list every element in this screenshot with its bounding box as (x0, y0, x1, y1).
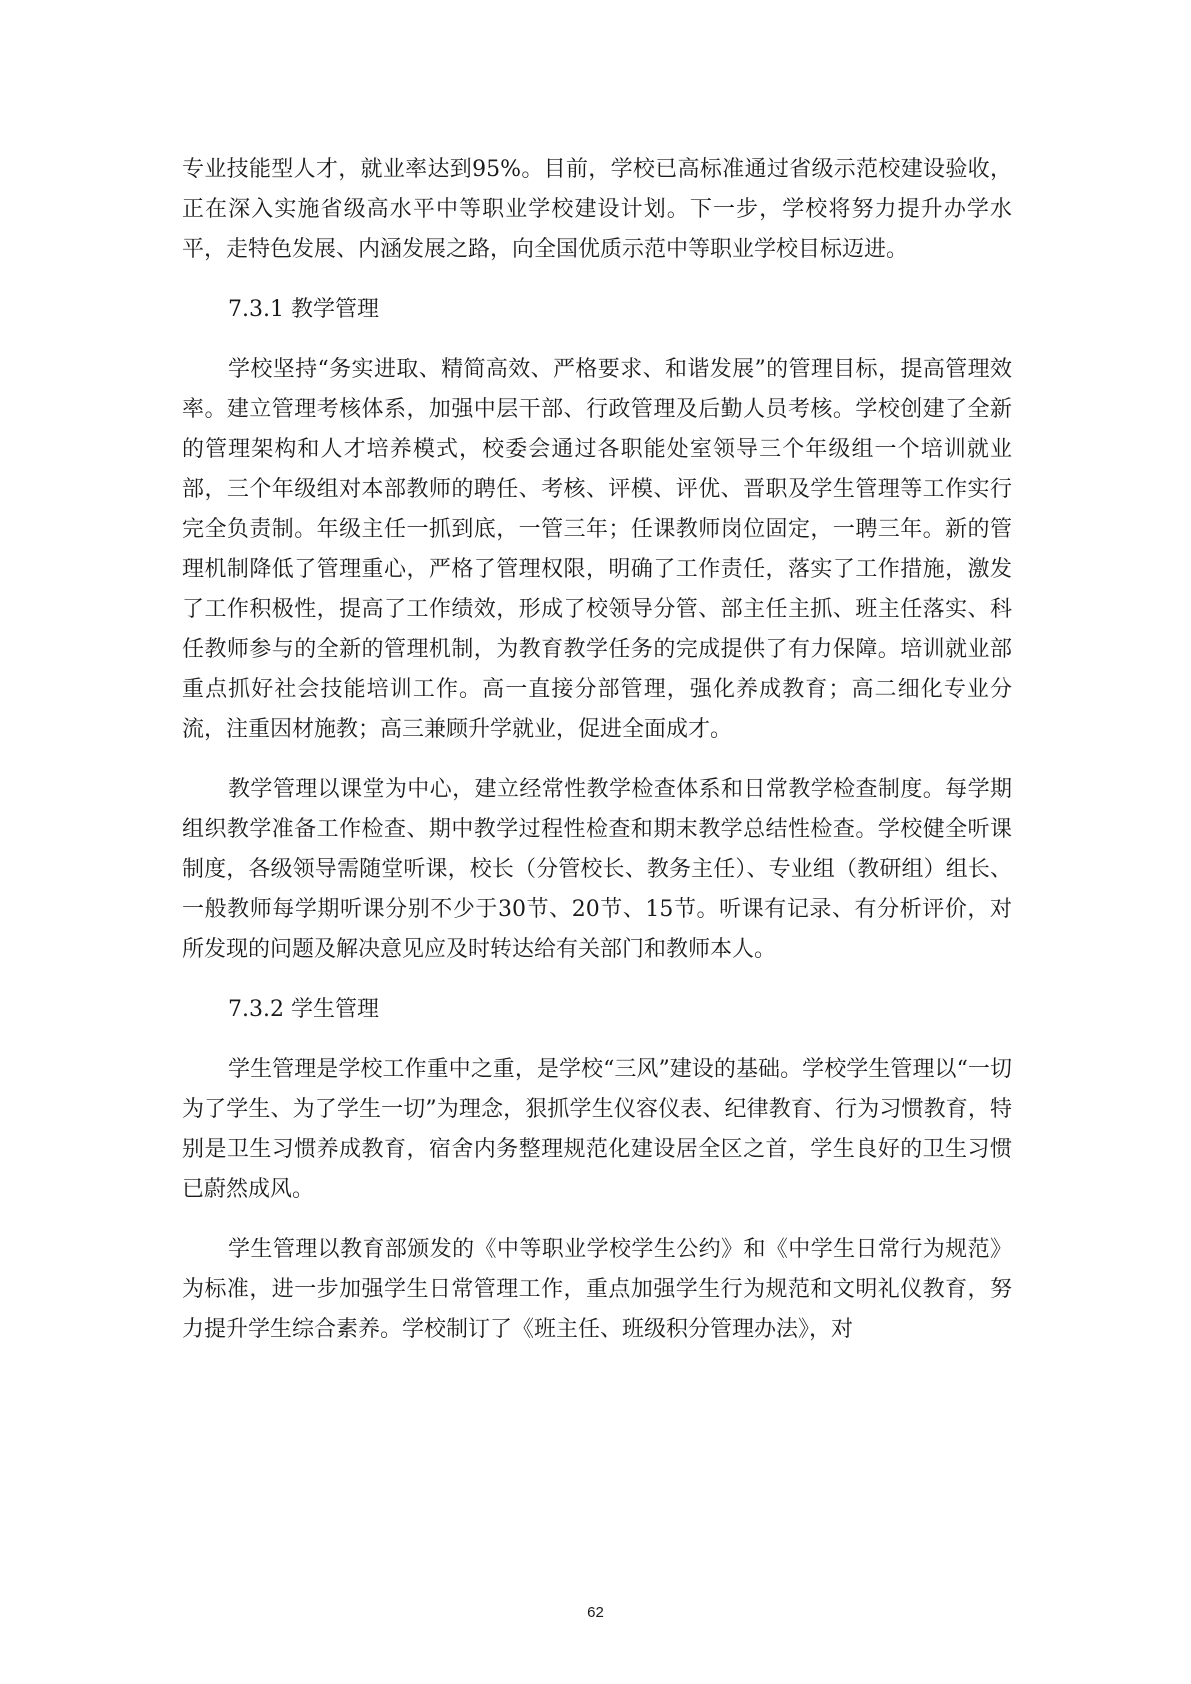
paragraph-teaching-inspection: 教学管理以课堂为中心，建立经常性教学检查体系和日常教学检查制度。每学期组织教学准备工作检查、期中教学过程性检查和期末教学总结性检查。学校健全听课制度，各级领导需随堂听课，校长（分管校长、教务主任）、专业组（教研组）组长、一般教师每学期听课分别不少于30节、20节、15节。听课有记录、有分析评价，对所发现的问题及解决意见应及时转达给有关部门和教师本人。 (182, 777, 1012, 962)
section-heading-teaching-management: 7.3.1 教学管理 (228, 297, 379, 322)
paragraph-intro: 专业技能型人才，就业率达到95%。目前，学校已高标准通过省级示范校建设验收，正在深入实施省级高水平中等职业学校建设计划。下一步，学校将努力提升办学水平，走特色发展、内涵发展之路，向全国优质示范中等职业学校目标迈进。 (182, 157, 1012, 262)
paragraph-student-management-core: 学生管理是学校工作重中之重，是学校“三风”建设的基础。学校学生管理以“一切为了学生、为了学生一切”为理念，狠抓学生仪容仪表、纪律教育、行为习惯教育，特别是卫生习惯养成教育，宿舍内务整理规范化建设居全区之首，学生良好的卫生习惯已蔚然成风。 (182, 1057, 1012, 1202)
paragraph-student-management-standards: 学生管理以教育部颁发的《中等职业学校学生公约》和《中学生日常行为规范》为标准，进一步加强学生日常管理工作，重点加强学生行为规范和文明礼仪教育，努力提升学生综合素养。学校制订了《班主任、班级积分管理办法》，对 (182, 1237, 1012, 1342)
document-page (182, 150, 1012, 1350)
paragraph-teaching-management-goals: 学校坚持“务实进取、精简高效、严格要求、和谐发展”的管理目标，提高管理效率。建立管理考核体系，加强中层干部、行政管理及后勤人员考核。学校创建了全新的管理架构和人才培养模式，校委会通过各职能处室领导三个年级组一个培训就业部，三个年级组对本部教师的聘任、考核、评模、评优、晋职及学生管理等工作实行完全负责制。年级主任一抓到底，一管三年；任课教师岗位固定，一聘三年。新的管理机制降低了管理重心，严格了管理权限，明确了工作责任，落实了工作措施，激发了工作积极性，提高了工作绩效，形成了校领导分管、部主任主抓、班主任落实、科任教师参与的全新的管理机制，为教育教学任务的完成提供了有力保障。培训就业部重点抓好社会技能培训工作。高一直接分部管理，强化养成教育；高二细化专业分流，注重因材施教；高三兼顾升学就业，促进全面成才。 (182, 357, 1012, 742)
page-number: 62 (587, 1604, 604, 1621)
section-heading-student-management: 7.3.2 学生管理 (228, 997, 379, 1022)
